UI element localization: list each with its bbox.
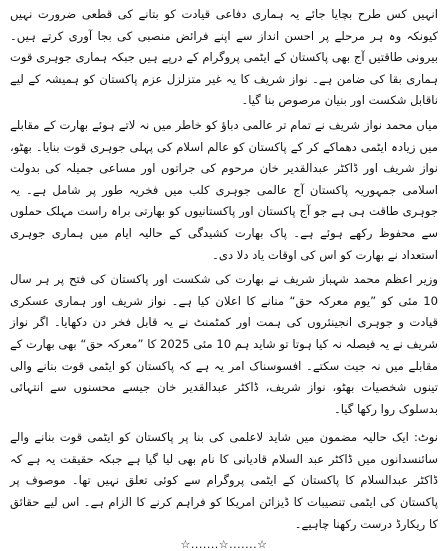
article-paragraph: انہیں کس طرح بچایا جائے یہ ہماری دفاعی قیادت کو بتانے کی قطعی ضرورت نہیں کیونکہ وہ ہر مرحلے پر احسن انداز سے اپنے فرائض منصبی کی بجا آوری کرتے ہیں۔ بیرونی طاقتیں آج بھی پاکستان کے ایٹمی پروگرام کے درپے ہیں جبکہ ہماری جوہری قوت ہماری بقا کی ضامن ہے۔ نواز شریف کا یہ غیر متزلزل عزم پاکستان کو ہمیشہ کے لیے ناقابل شکست اور بنیان مرصوص بنا گیا۔	[10, 7, 438, 108]
end-ornament: ☆.......☆.......☆	[180, 538, 268, 551]
article-note: نوٹ: ایک حالیہ مضمون میں شاید لاعلمی کی بنا پر پاکستان کو ایٹمی قوت بنانے والے سائنسدانوں میں ڈاکٹر عبد السلام قادیانی کا نام بھی لیا گیا ہے جبکہ حقیقت یہ ہے کہ ڈاکٹر عبدالسلام کا پاکستان کے ایٹمی پروگرام سے کوئی تعلق نہیں تھا۔ موصوف پر پاکستان کی ایٹمی تنصیبات کا ڈیزائن امریکا کو فراہم کرنے کا الزام ہے۔ اس لیے حقائق کا ریکارڈ درست رکھنا چاہیے۔	[10, 430, 438, 531]
article-paragraph: میاں محمد نواز شریف نے تمام تر عالمی دباؤ کو خاطر میں نہ لاتے ہوئے بھارت کے مقابلے میں زیادہ ایٹمی دھماکے کر کے پاکستان کو عالم اسلام کی پہلی جوہری قوت بنایا۔ بھٹو، نواز شریف اور ڈاکٹر عبدالقدیر خان مرحوم کی جراتوں اور مساعی جمیلہ کی بدولت اسلامی جمہوریہ پاکستان آج عالمی جوہری کلب میں فخریہ طور پر شامل ہے۔ یہ جوہری طاقت ہی ہے جو آج پاکستان اور پاکستانیوں کو بھارتی براہ راست مہلک حملوں سے محفوظ رکھے ہوئے ہے۔ پاک بھارت کشیدگی کے حالیہ ایام میں ہماری جوہری استعداد نے بھارت کو اس کی اوقات یاد دلا دی۔	[10, 117, 438, 262]
article-paragraph: وزیر اعظم محمد شہباز شریف نے بھارت کی شکست اور پاکستان کی فتح پر ہر سال 10 مئی کو ”یوم معرکہ حق“ منانے کا اعلان کیا ہے۔ نواز شریف اور ہماری عسکری قیادت و جوہری انجینئروں کی ہمت اور کمٹمنٹ نے یہ قابل فخر دن دکھایا۔ اگر نواز شریف نے یہ فیصلہ نہ کیا ہوتا تو شاید ہم 10 مئی 2025 کا ”معرکہ حق“ بھی بھارت کے مقابلے میں نہ جیت سکتے۔ افسوسناک امر یہ ہے کہ پاکستان کو ایٹمی قوت بنانے والی تینوں شخصیات بھٹو، نواز شریف، ڈاکٹر عبدالقدیر خان جیسے محسنوں سے انتہائی بدسلوک روا رکھا گیا۔	[10, 272, 438, 416]
